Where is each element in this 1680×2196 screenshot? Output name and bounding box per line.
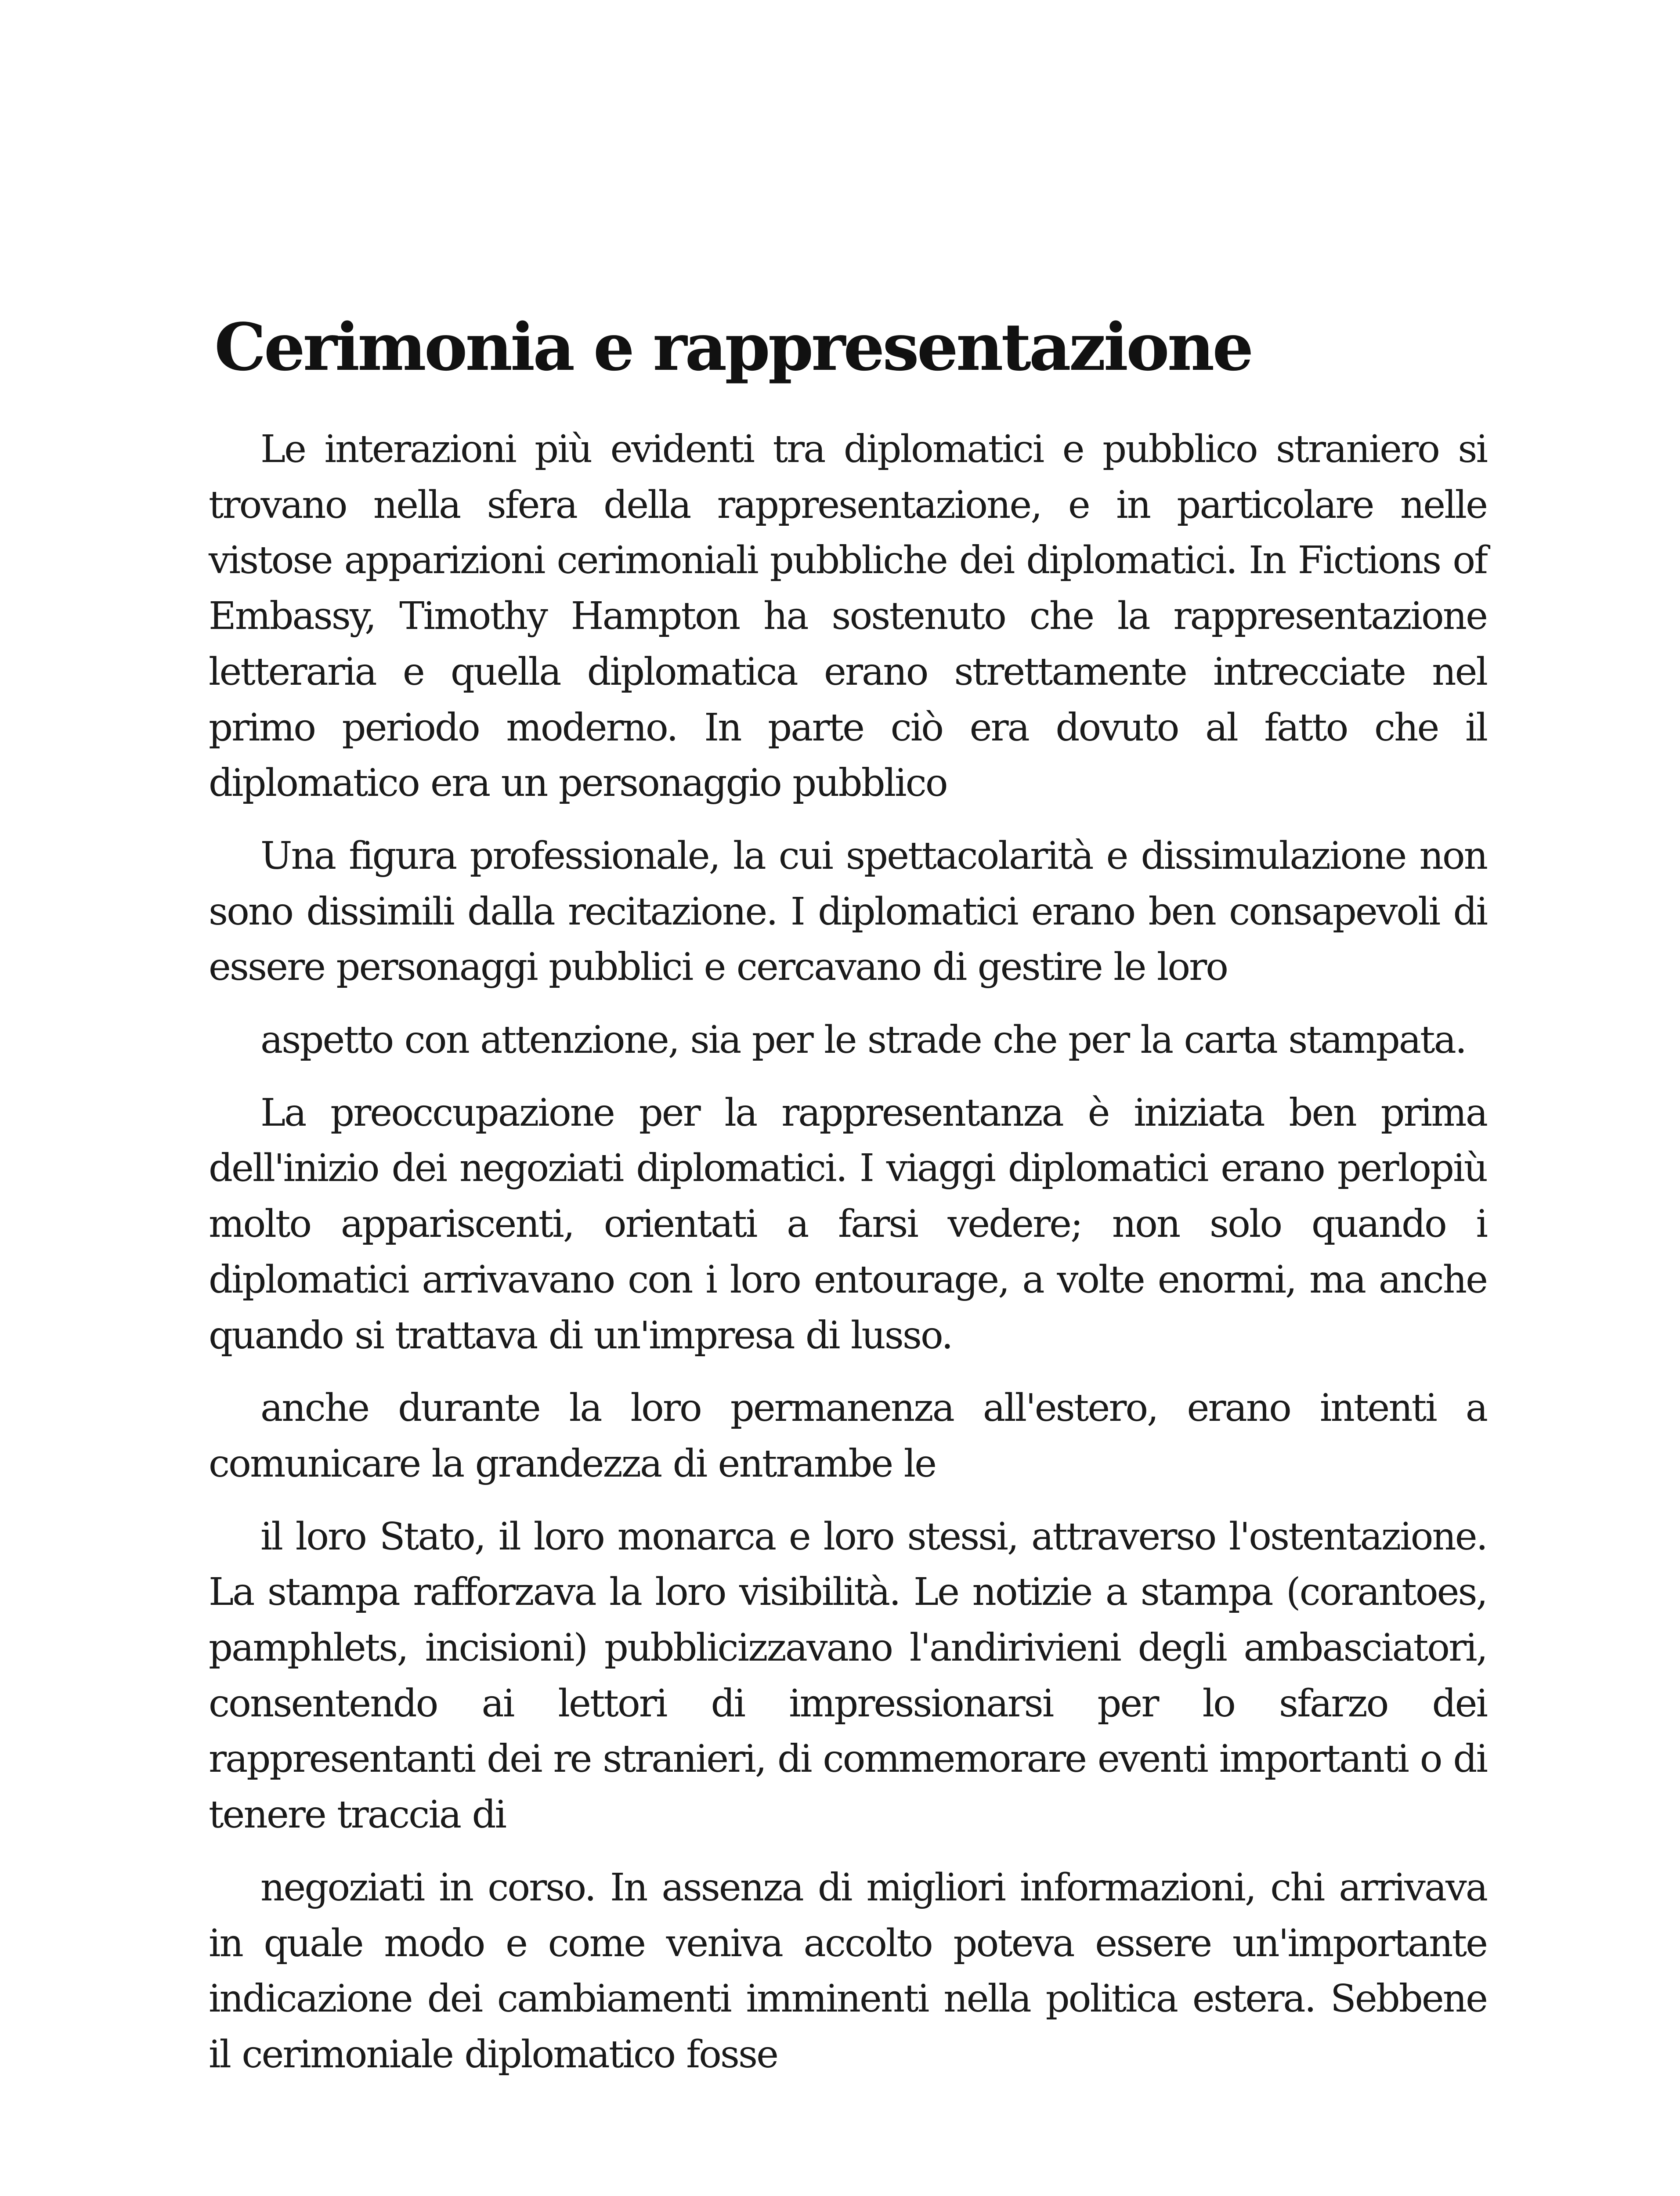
body-text [209, 422, 1487, 2100]
page-title: Cerimonia e rappresentazione [214, 309, 1252, 385]
paragraph-1: Le interazioni più evidenti tra diplomatici e pubblico straniero si trovano nella sfera della rappresentazione, e in particolare nelle vistose apparizioni cerimoniali pubbliche dei diplomatici. In Fictions of Embassy, Timothy Hampton ha sostenuto che la rappresentazione letteraria e quella diplomatica erano strettamente intrecciate nel primo periodo moderno. In parte ciò era dovuto al fatto che il diplomatico era un personaggio pubblico [209, 427, 1487, 805]
paragraph-6: il loro Stato, il loro monarca e loro stessi, attraverso l'ostentazione. La stampa rafforzava la loro visibilità. Le notizie a stampa (corantoes, pamphlets, incisioni) pubblicizzavano l'andirivieni degli ambasciatori, consentendo ai lettori di impressionarsi per lo sfarzo dei rappresentanti dei re stranieri, di commemorare eventi importanti o di tenere traccia di [209, 1514, 1487, 1837]
paragraph-2: Una figura professionale, la cui spettacolarità e dissimulazione non sono dissimili dalla recitazione. I diplomatici erano ben consapevoli di essere personaggi pubblici e cercavano di gestire le loro [209, 834, 1487, 990]
paragraph-5: anche durante la loro permanenza all'estero, erano intenti a comunicare la grandezza di entrambe le [209, 1386, 1487, 1486]
paragraph-4: La preoccupazione per la rappresentanza è iniziata ben prima dell'inizio dei negoziati diplomatici. I viaggi diplomatici erano perlopiù molto appariscenti, orientati a farsi vedere; non solo quando i diplomatici arrivavano con i loro entourage, a volte enormi, ma anche quando si trattava di un'impresa di lusso. [209, 1091, 1487, 1358]
paragraph-7: negoziati in corso. In assenza di migliori informazioni, chi arrivava in quale modo e come veniva accolto poteva essere un'importante indicazione dei cambiamenti imminenti nella politica estera. Sebbene il cerimoniale diplomatico fosse [209, 1865, 1487, 2077]
paragraph-3: aspetto con attenzione, sia per le strade che per la carta stampata. [260, 1018, 1466, 1062]
